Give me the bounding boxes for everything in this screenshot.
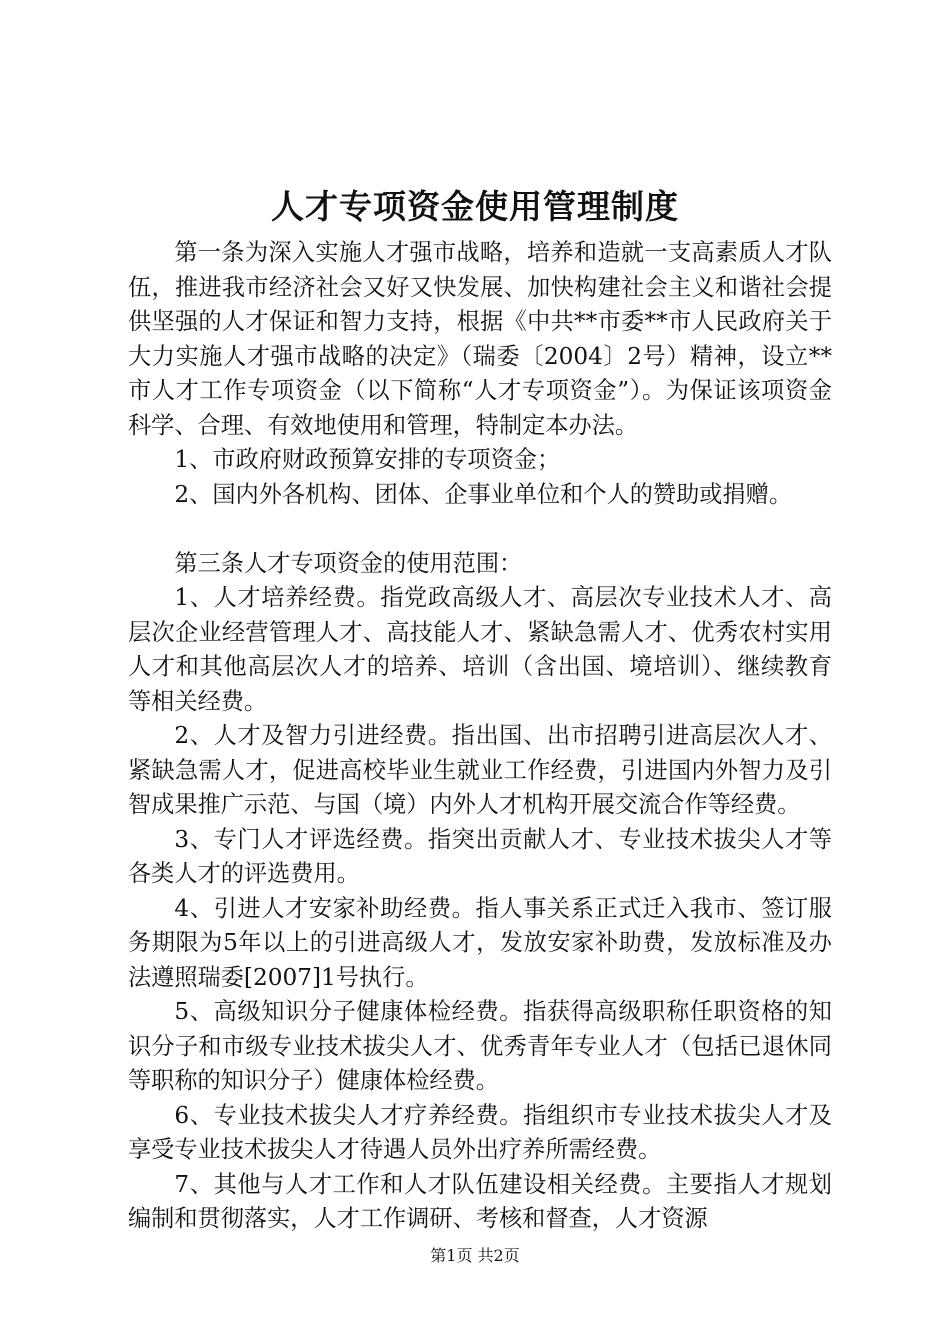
paragraph-article-1: 第一条为深入实施人才强市战略，培养和造就一支高素质人才队伍，推进我市经济社会又好又快发展、加快构建社会主义和谐社会提供坚强的人才保证和智力支持，根据《中共**市委**市人民政府关于大力实施人才强市战略的决定》（瑞委〔2004〕2号）精神，设立**市人才工作专项资金（以下简称“人才专项资金”）。为保证该项资金科学、合理、有效地使用和管理，特制定本办法。 — [128, 239, 832, 439]
paragraph-item-6: 6、专业技术拔尖人才疗养经费。指组织市专业技术拔尖人才及享受专业技术拔尖人才待遇人员外出疗养所需经费。 — [128, 1101, 832, 1163]
paragraph-item-1: 1、人才培养经费。指党政高级人才、高层次专业技术人才、高层次企业经营管理人才、高技能人才、紧缺急需人才、优秀农村实用人才和其他高层次人才的培养、培训（含出国、境培训）、继续教育等相关经费。 — [128, 584, 832, 715]
blank-line — [128, 512, 832, 547]
paragraph-item-5: 5、高级知识分子健康体检经费。指获得高级职称任职资格的知识分子和市级专业技术拔尖人才、优秀青年专业人才（包括已退休同等职称的知识分子）健康体检经费。 — [128, 998, 832, 1094]
document-title: 人才专项资金使用管理制度 — [271, 187, 679, 226]
paragraph-item-2: 2、人才及智力引进经费。指出国、出市招聘引进高层次人才、紧缺急需人才，促进高校毕业生就业工作经费，引进国内外智力及引智成果推广示范、与国（境）内外人才机构开展交流合作等经费。 — [128, 722, 832, 818]
document-body — [128, 236, 832, 1237]
paragraph-item-3: 3、专门人才评选经费。指突出贡献人才、专业技术拔尖人才等各类人才的评选费用。 — [128, 825, 832, 887]
paragraph-article-3: 第三条人才专项资金的使用范围： — [174, 549, 523, 577]
paragraph-item-7: 7、其他与人才工作和人才队伍建设相关经费。主要指人才规划编制和贯彻落实，人才工作调研、考核和督查，人才资源 — [128, 1170, 832, 1232]
paragraph-source-2: 2、国内外各机构、团体、企事业单位和个人的赞助或捐赠。 — [174, 480, 793, 508]
paragraph-source-1: 1、市政府财政预算安排的专项资金； — [174, 446, 561, 473]
page-footer: 第1页 共2页 — [430, 1246, 520, 1265]
paragraph-item-4: 4、引进人才安家补助经费。指人事关系正式迁入我市、签订服务期限为5年以上的引进高级人才，发放安家补助费，发放标准及办法遵照瑞委[2007]1号执行。 — [128, 894, 832, 991]
